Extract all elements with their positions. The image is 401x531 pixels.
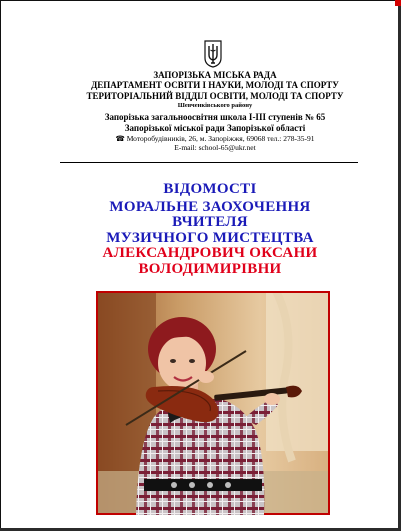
address-line: [40, 134, 390, 143]
teacher-surname-line: АЛЕКСАНДРОВИЧ ОКСАНИ: [102, 245, 318, 261]
telephone-icon: ☎: [115, 134, 125, 143]
teacher-photo: [96, 291, 330, 515]
teacher-name-line: ВОЛОДИМИРІВНИ: [138, 261, 282, 277]
territorial-department-heading: ТЕРИТОРІАЛЬНИЙ ВІДДІЛ ОСВІТИ, МОЛОДІ ТА СПОРТУ: [86, 91, 344, 101]
header-divider: [60, 162, 358, 163]
title-line-1: ВІДОМОСТІ: [163, 181, 257, 197]
corner-marker: [395, 0, 401, 6]
city-council-heading: ЗАПОРІЗЬКА МІСЬКА РАДА: [153, 70, 277, 80]
address-text: Моторобудівників, 26, м. Запоріжжя, 69068 тел.: 278-35-91: [126, 134, 315, 143]
title-line-4: МУЗИЧНОГО МИСТЕЦТВА: [106, 230, 314, 246]
school-name: Запорізька загальноосвітня школа І-ІІІ ступенів № 65: [104, 112, 326, 122]
title-line-3: ВЧИТЕЛЯ: [172, 214, 248, 230]
trident-coat-of-arms-icon: [204, 40, 222, 68]
district-line: Шевченківського району: [177, 102, 253, 109]
title-line-2: МОРАЛЬНЕ ЗАОХОЧЕННЯ: [109, 199, 311, 215]
school-owner: Запорізької міської ради Запорізької області: [124, 123, 306, 133]
department-heading: ДЕПАРТАМЕНТ ОСВІТИ І НАУКИ, МОЛОДІ ТА СПОРТУ: [91, 80, 339, 90]
email-line: E-mail: school-65@ukr.net: [174, 143, 256, 152]
